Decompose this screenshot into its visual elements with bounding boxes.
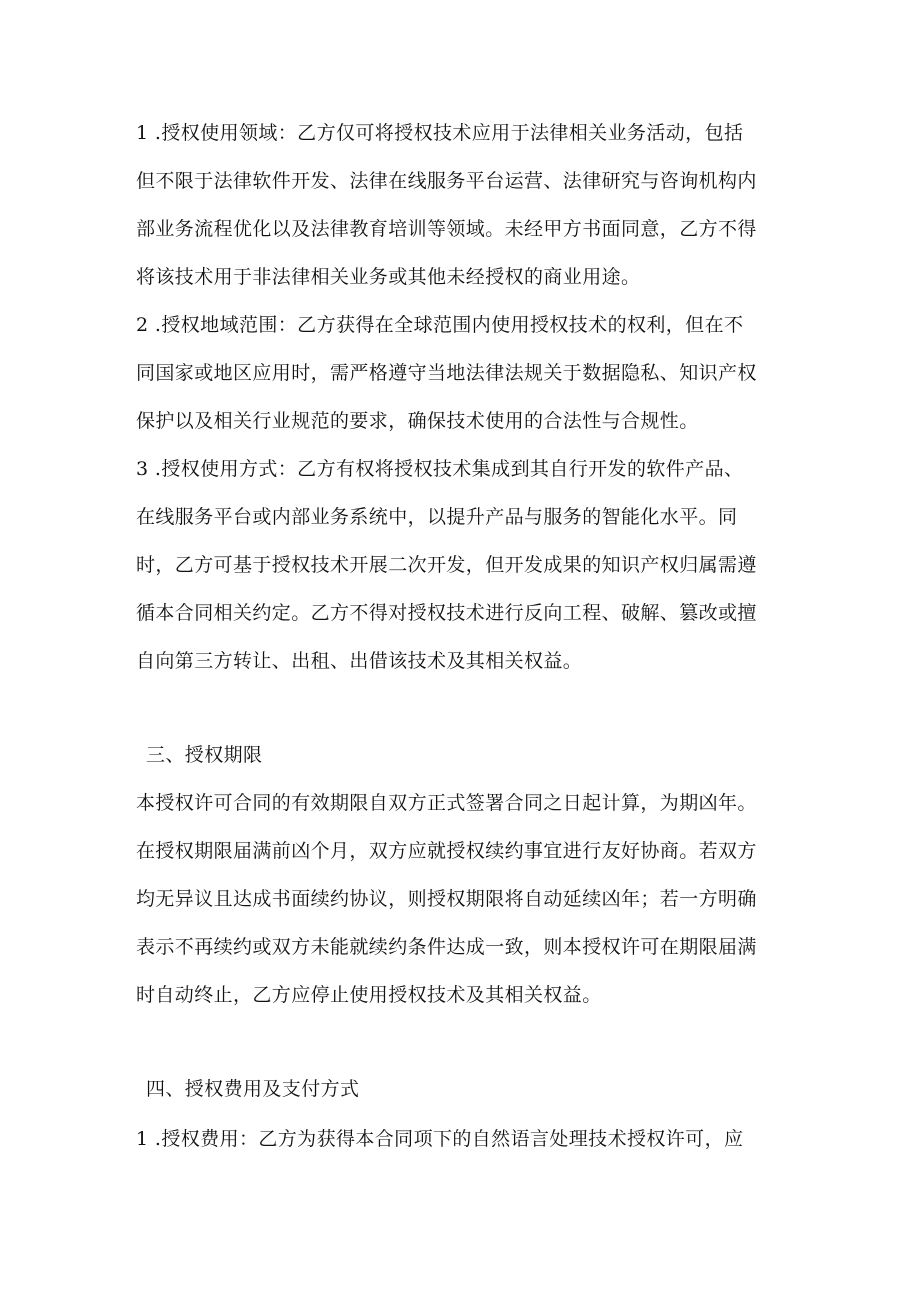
text-line: 均无异议且达成书面续约协议，则授权期限将自动延续凶年；若一方明确: [136, 888, 757, 910]
text-line: 在线服务平台或内部业务系统中，以提升产品与服务的智能化水平。同: [136, 506, 738, 528]
text-line: 1 .授权费用：乙方为获得本合同项下的自然语言处理技术授权许可，应: [136, 1128, 744, 1150]
text-line: 时自动终止，乙方应停止使用授权技术及其相关权益。: [136, 984, 602, 1006]
text-line: 循本合同相关约定。乙方不得对授权技术进行反向工程、破解、篡改或擅: [136, 602, 757, 624]
text-line: 时，乙方可基于授权技术开展二次开发，但开发成果的知识产权归属需遵: [136, 554, 757, 576]
text-line: 自向第三方转让、出租、出借该技术及其相关权益。: [136, 650, 583, 672]
clause-fees: [136, 1115, 796, 1163]
text-line: 同国家或地区应用时，需严格遵守当地法律法规关于数据隐私、知识产权: [136, 362, 757, 384]
section-heading-term: 三、授权期限: [146, 744, 263, 766]
text-line: 但不限于法律软件开发、法律在线服务平台运营、法律研究与咨询机构内: [136, 170, 757, 192]
text-line: 3 .授权使用方式：乙方有权将授权技术集成到其自行开发的软件产品、: [136, 458, 744, 480]
clause-usage-method: [136, 445, 796, 685]
text-line: 2 .授权地域范围：乙方获得在全球范围内使用授权技术的权利，但在不: [136, 314, 744, 336]
text-line: 部业务流程优化以及法律教育培训等领域。未经甲方书面同意，乙方不得: [136, 218, 757, 240]
text-line: 将该技术用于非法律相关业务或其他未经授权的商业用途。: [136, 266, 641, 288]
text-line: 1 .授权使用领域：乙方仅可将授权技术应用于法律相关业务活动，包括: [136, 122, 744, 144]
text-line: 表示不再续约或双方未能就续约条件达成一致，则本授权许可在期限届满: [136, 936, 757, 958]
clause-term: [136, 779, 796, 1019]
section-heading-fees: 四、授权费用及支付方式: [146, 1078, 360, 1100]
clause-territory: [136, 301, 796, 445]
text-line: 保护以及相关行业规范的要求，确保技术使用的合法性与合规性。: [136, 410, 699, 432]
clause-usage-field: [136, 109, 796, 301]
text-line: 在授权期限届满前凶个月，双方应就授权续约事宜进行友好协商。若双方: [136, 840, 757, 862]
text-line: 本授权许可合同的有效期限自双方正式签署合同之日起计算，为期凶年。: [136, 792, 757, 814]
